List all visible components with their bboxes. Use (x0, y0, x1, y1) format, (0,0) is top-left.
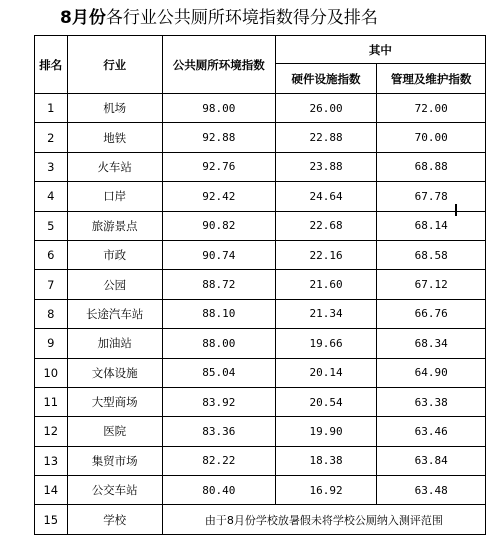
cell-hardware: 18.38 (275, 446, 376, 475)
header-row (35, 36, 486, 64)
cell-industry: 公园 (67, 270, 162, 299)
cell-rank: 4 (35, 182, 68, 211)
cell-hardware: 20.54 (275, 387, 376, 416)
cell-index: 83.92 (162, 387, 275, 416)
cell-industry: 地铁 (67, 123, 162, 152)
header-of-which: 其中 (275, 36, 485, 64)
cell-hardware: 22.16 (275, 240, 376, 269)
table-row (35, 182, 486, 211)
cell-rank: 13 (35, 446, 68, 475)
cell-rank: 2 (35, 123, 68, 152)
cell-index: 90.74 (162, 240, 275, 269)
cell-rank: 10 (35, 358, 68, 387)
table-row (35, 446, 486, 475)
cell-rank: 1 (35, 94, 68, 123)
cell-management: 63.38 (377, 387, 486, 416)
cell-industry: 文体设施 (67, 358, 162, 387)
cell-index: 82.22 (162, 446, 275, 475)
cell-rank: 5 (35, 211, 68, 240)
cell-management: 70.00 (377, 123, 486, 152)
cell-industry: 旅游景点 (67, 211, 162, 240)
cell-rank: 8 (35, 299, 68, 328)
table-row (35, 299, 486, 328)
cell-management: 68.34 (377, 329, 486, 358)
cell-hardware: 22.68 (275, 211, 376, 240)
cell-hardware: 20.14 (275, 358, 376, 387)
cell-industry: 火车站 (67, 152, 162, 181)
header-industry: 行业 (67, 36, 162, 94)
table-row (35, 505, 486, 534)
cell-management: 63.46 (377, 417, 486, 446)
cell-rank: 11 (35, 387, 68, 416)
cell-management: 64.90 (377, 358, 486, 387)
title-month: 8月份 (60, 8, 106, 28)
cell-hardware: 21.34 (275, 299, 376, 328)
page-title (60, 6, 378, 30)
cell-management: 67.78 (377, 182, 486, 211)
table-row (35, 329, 486, 358)
cell-hardware: 23.88 (275, 152, 376, 181)
table-row (35, 270, 486, 299)
cell-hardware: 21.60 (275, 270, 376, 299)
cell-rank: 12 (35, 417, 68, 446)
cell-index: 92.76 (162, 152, 275, 181)
header-management: 管理及维护指数 (377, 64, 486, 94)
cell-management: 68.58 (377, 240, 486, 269)
cell-management: 72.00 (377, 94, 486, 123)
cell-index: 83.36 (162, 417, 275, 446)
cell-management: 68.14 (377, 211, 486, 240)
title-text: 各行业公共厕所环境指数得分及排名 (105, 8, 378, 28)
cell-management: 67.12 (377, 270, 486, 299)
cell-hardware: 19.90 (275, 417, 376, 446)
header-hardware: 硬件设施指数 (275, 64, 376, 94)
table-body (35, 94, 486, 535)
cell-hardware: 16.92 (275, 476, 376, 505)
cell-hardware: 22.88 (275, 123, 376, 152)
table-row (35, 387, 486, 416)
table-row (35, 417, 486, 446)
table-row (35, 123, 486, 152)
cell-index: 88.10 (162, 299, 275, 328)
cell-industry: 加油站 (67, 329, 162, 358)
cell-rank: 3 (35, 152, 68, 181)
cell-industry: 口岸 (67, 182, 162, 211)
table-row (35, 476, 486, 505)
cell-index: 92.88 (162, 123, 275, 152)
cell-management: 63.48 (377, 476, 486, 505)
cell-industry: 医院 (67, 417, 162, 446)
cell-industry: 机场 (67, 94, 162, 123)
cell-industry: 大型商场 (67, 387, 162, 416)
cell-rank: 15 (35, 505, 68, 534)
cell-management: 66.76 (377, 299, 486, 328)
cell-rank: 7 (35, 270, 68, 299)
edge-mark (455, 204, 457, 216)
cell-management: 68.88 (377, 152, 486, 181)
table-row (35, 94, 486, 123)
cell-index: 90.82 (162, 211, 275, 240)
cell-industry: 集贸市场 (67, 446, 162, 475)
cell-management: 63.84 (377, 446, 486, 475)
cell-rank: 9 (35, 329, 68, 358)
table-row (35, 211, 486, 240)
cell-industry: 市政 (67, 240, 162, 269)
cell-industry: 长途汽车站 (67, 299, 162, 328)
cell-hardware: 19.66 (275, 329, 376, 358)
table-row (35, 240, 486, 269)
cell-rank: 6 (35, 240, 68, 269)
ranking-table (34, 35, 486, 535)
cell-note: 由于8月份学校放暑假未将学校公厕纳入测评范围 (162, 505, 485, 534)
cell-index: 98.00 (162, 94, 275, 123)
table-row (35, 358, 486, 387)
cell-industry: 学校 (67, 505, 162, 534)
cell-index: 85.04 (162, 358, 275, 387)
cell-industry: 公交车站 (67, 476, 162, 505)
cell-index: 88.00 (162, 329, 275, 358)
table-row (35, 152, 486, 181)
cell-index: 80.40 (162, 476, 275, 505)
cell-hardware: 24.64 (275, 182, 376, 211)
header-rank: 排名 (35, 36, 68, 94)
cell-rank: 14 (35, 476, 68, 505)
cell-hardware: 26.00 (275, 94, 376, 123)
header-index: 公共厕所环境指数 (162, 36, 275, 94)
cell-index: 88.72 (162, 270, 275, 299)
cell-index: 92.42 (162, 182, 275, 211)
